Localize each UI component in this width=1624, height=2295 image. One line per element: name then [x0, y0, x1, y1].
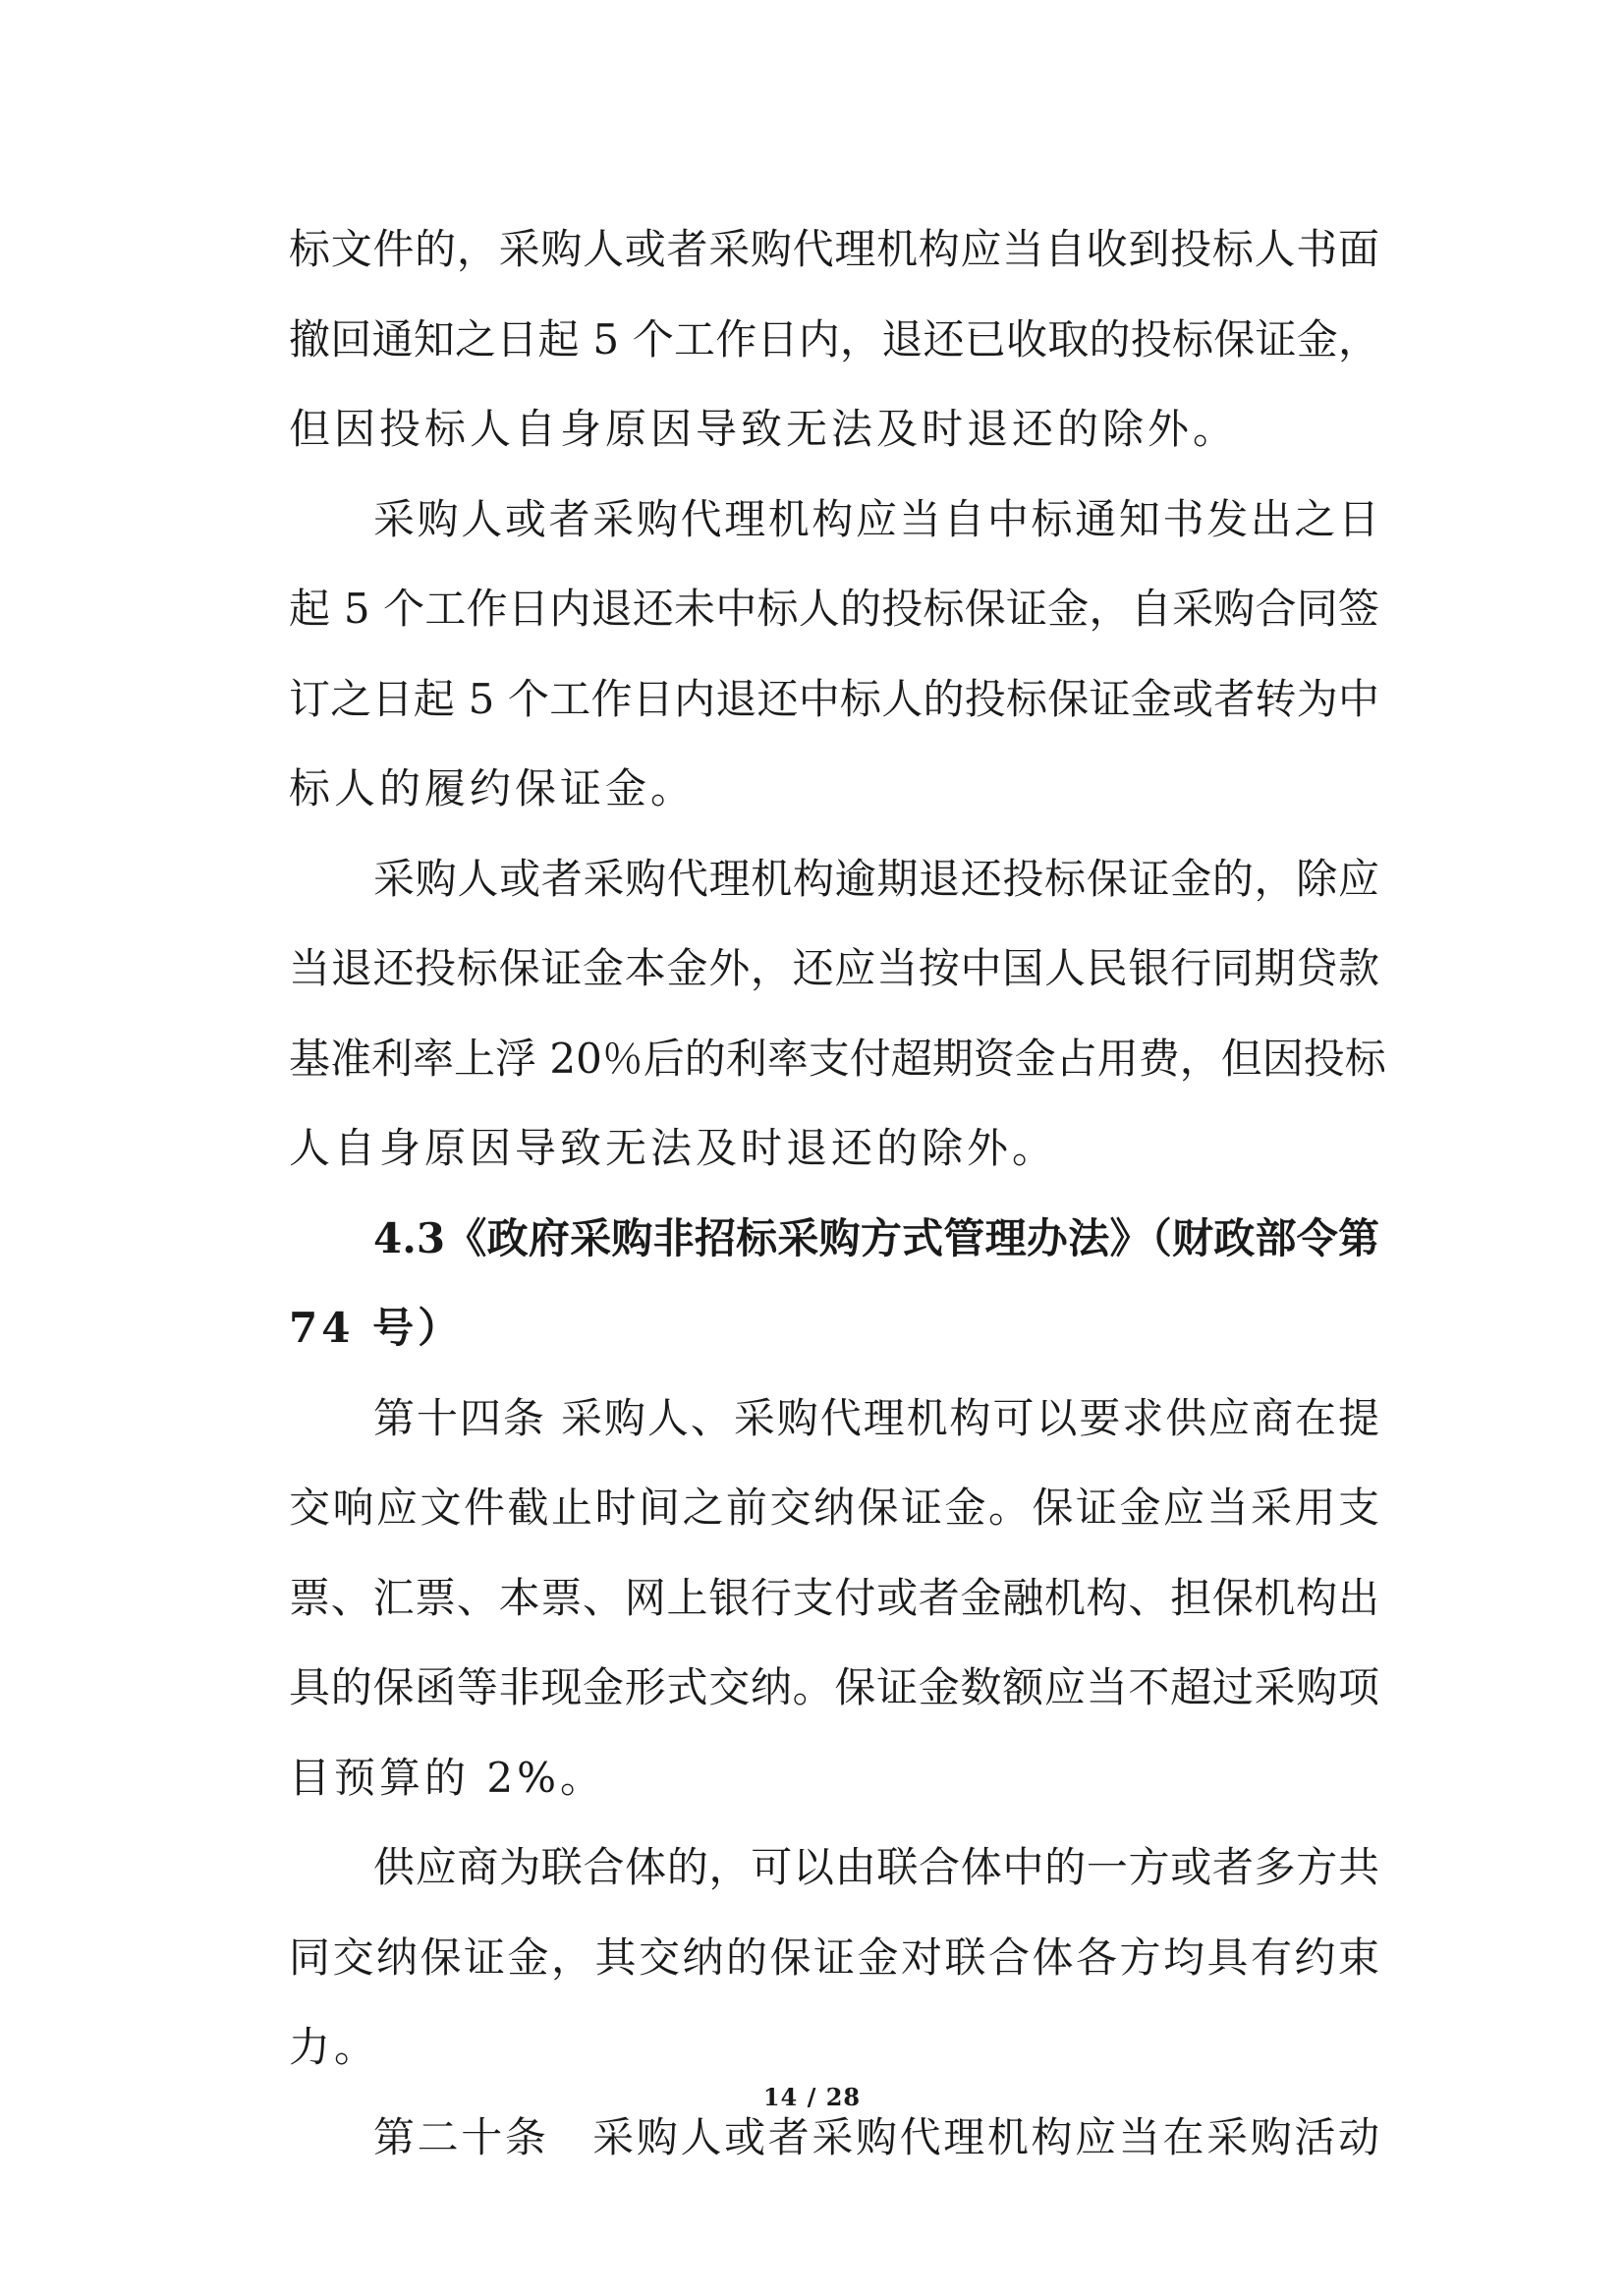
- text-line: 具的保函等非现金形式交纳。保证金数额应当不超过采购项: [289, 1663, 1379, 1711]
- section-heading-continued: 74 号）: [289, 1304, 464, 1352]
- article-start-line: 第二十条 采购人或者采购代理机构应当在采购活动: [373, 2112, 1379, 2161]
- text-line: 标人的履约保证金。: [289, 764, 697, 812]
- text-line: 交响应文件截止时间之前交纳保证金。保证金应当采用支: [289, 1483, 1379, 1532]
- text-line: 基准利率上浮 20％后的利率支付超期资金占用费，但因投标: [289, 1034, 1386, 1083]
- paragraph-start-line: 采购人或者采购代理机构逾期退还投标保证金的，除应: [373, 854, 1379, 903]
- text-line: 撤回通知之日起 5 个工作日内，退还已收取的投标保证金，: [289, 314, 1379, 364]
- text-line: 票、汇票、本票、网上银行支付或者金融机构、担保机构出: [289, 1573, 1379, 1622]
- text-line: 但因投标人自身原因导致无法及时退还的除外。: [289, 405, 1239, 453]
- text-line: 同交纳保证金，其交纳的保证金对联合体各方均具有约束: [289, 1932, 1379, 1982]
- text-line: 当退还投标保证金本金外，还应当按中国人民银行同期贷款: [289, 944, 1379, 992]
- paragraph-start-line: 采购人或者采购代理机构应当自中标通知书发出之日: [373, 494, 1379, 543]
- section-heading: 4.3《政府采购非招标采购方式管理办法》（财政部令第: [373, 1213, 1379, 1262]
- text-line: 起 5 个工作日内退还未中标人的投标保证金，自采购合同签: [289, 585, 1379, 633]
- body-text: [289, 204, 1386, 2182]
- text-line: 目预算的 2%。: [289, 1753, 605, 1802]
- page-number: 14 / 28: [762, 2083, 862, 2111]
- text-line: 标文件的，采购人或者采购代理机构应当自收到投标人书面: [289, 225, 1379, 273]
- text-line: 人自身原因导致无法及时退还的除外。: [289, 1124, 1058, 1172]
- text-line: 订之日起 5 个工作日内退还中标人的投标保证金或者转为中: [289, 674, 1379, 723]
- text-line: 力。: [289, 2023, 380, 2071]
- paragraph-start-line: 供应商为联合体的，可以由联合体中的一方或者多方共: [373, 1843, 1379, 1891]
- article-start-line: 第十四条 采购人、采购代理机构可以要求供应商在提: [373, 1393, 1379, 1442]
